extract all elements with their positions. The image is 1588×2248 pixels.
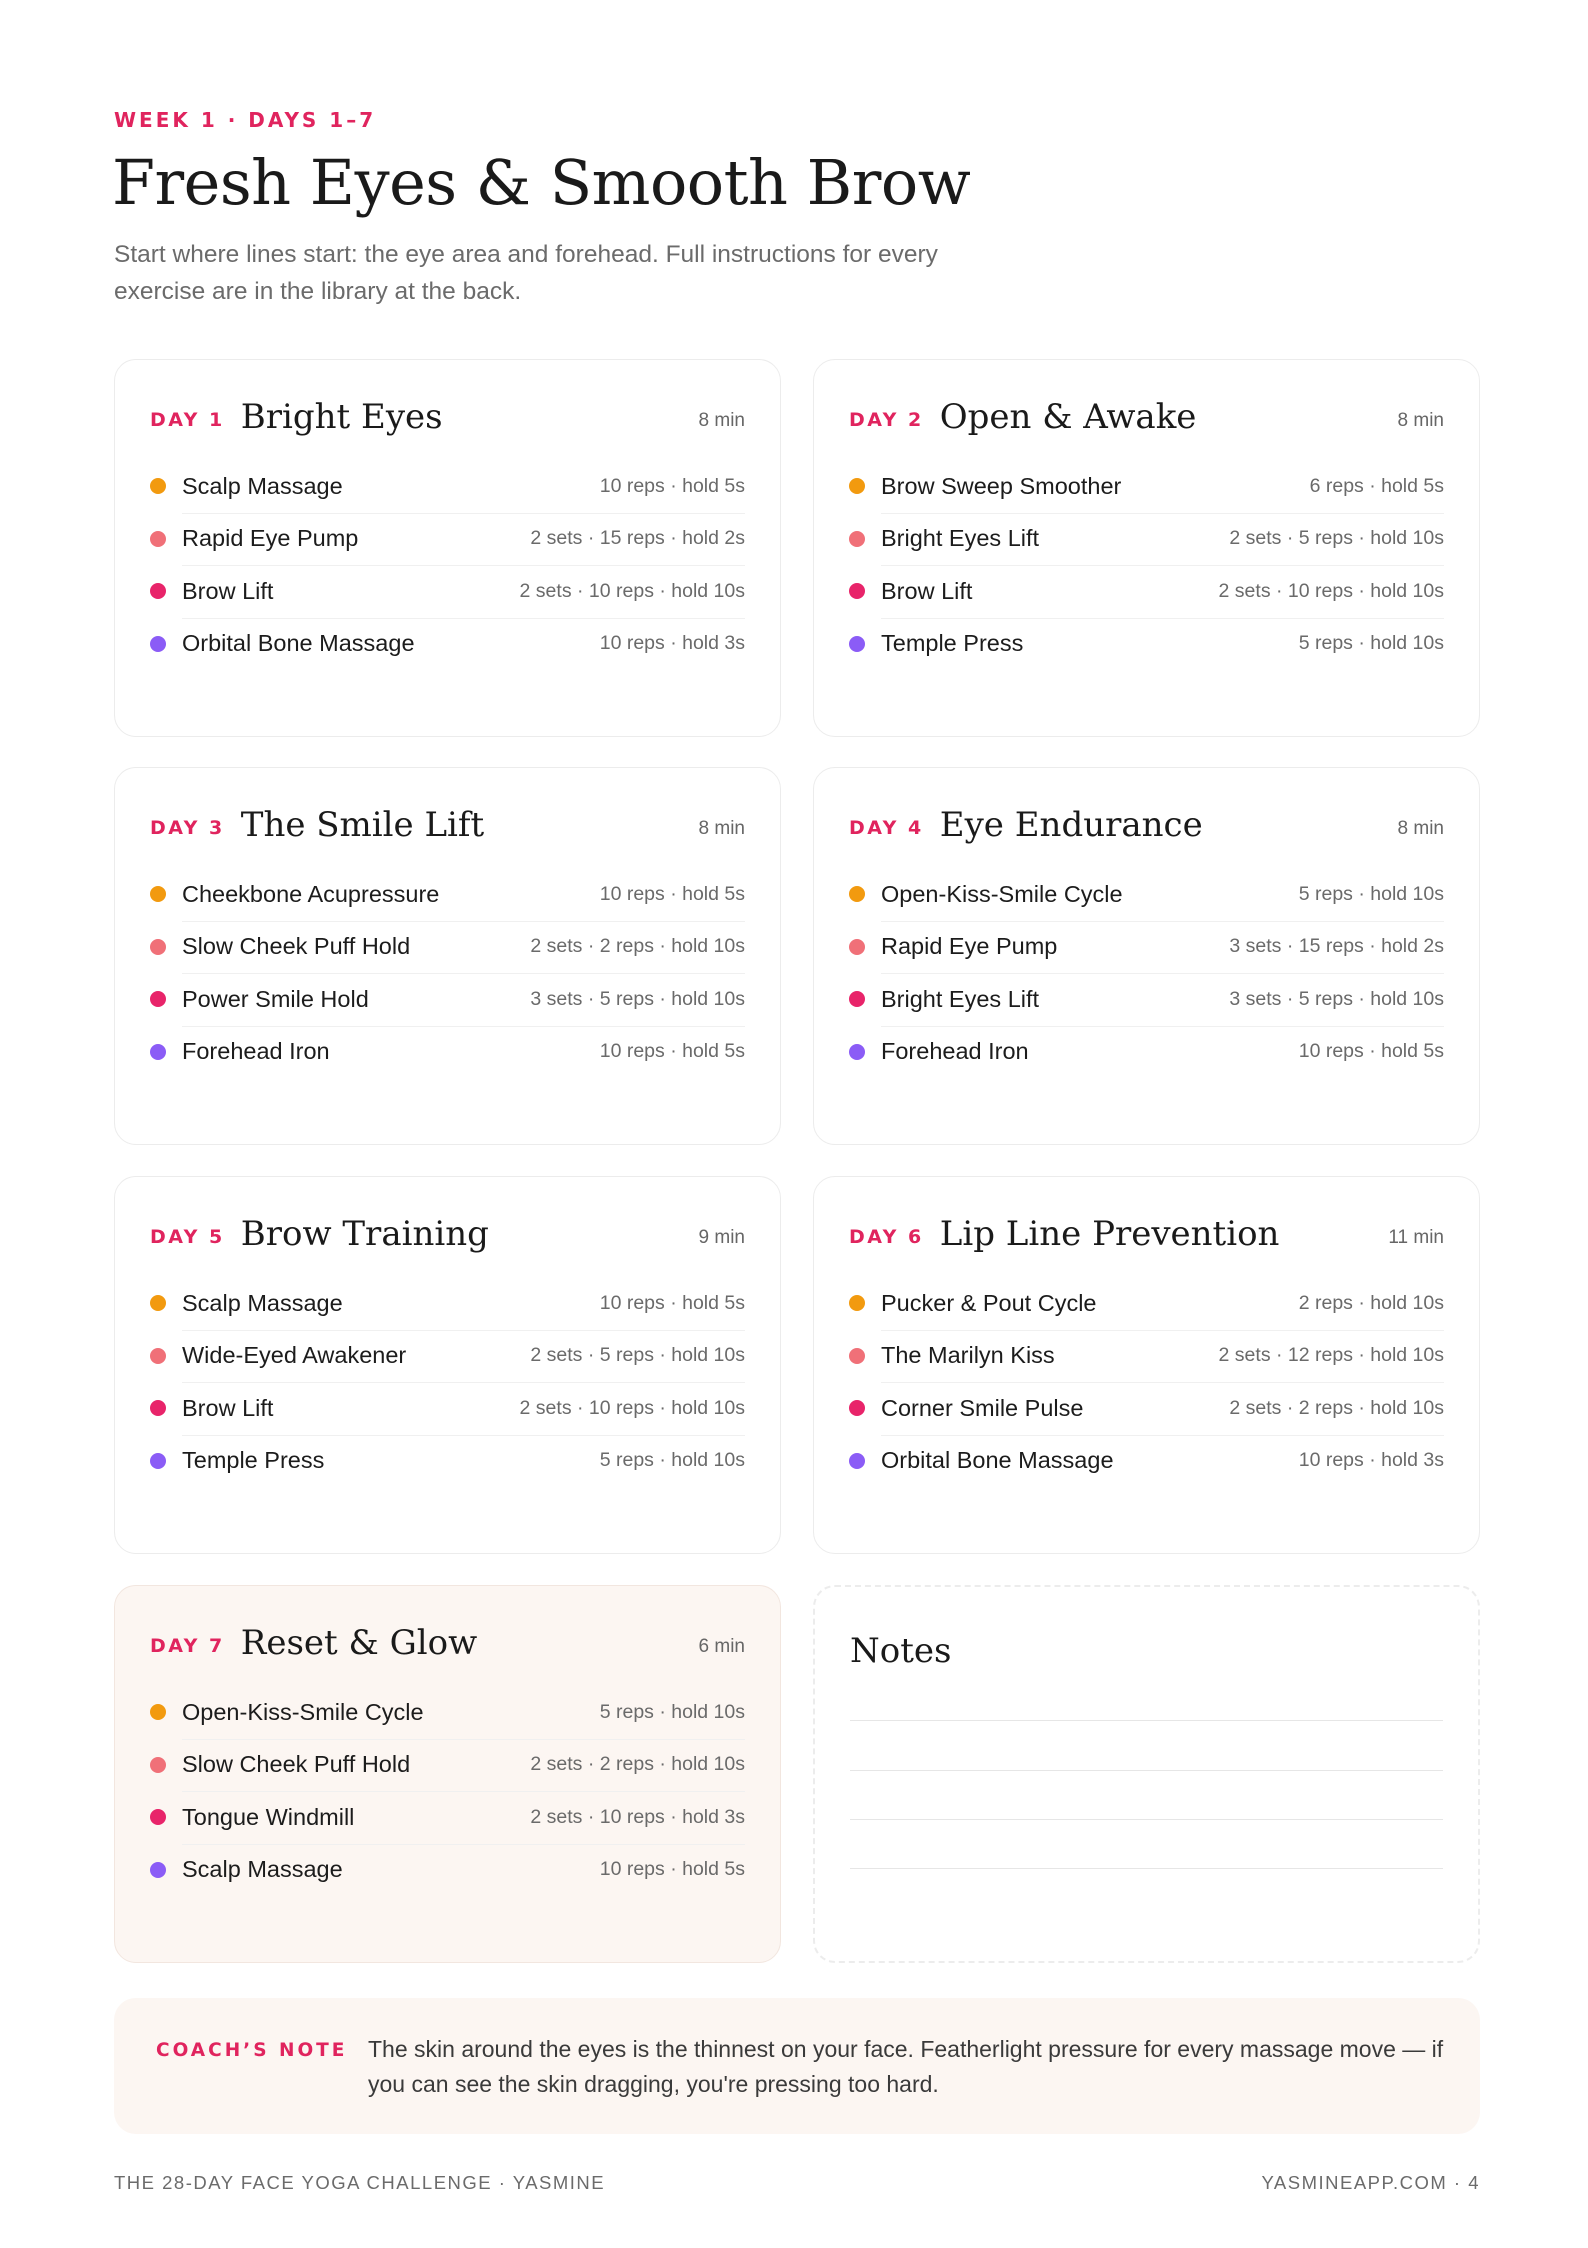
exercise-list (849, 1277, 1444, 1487)
eyebrow-label: WEEK 1 · DAYS 1–7 (114, 108, 377, 132)
dot-icon (849, 1400, 865, 1416)
exercise-row (150, 513, 745, 566)
page-title: Fresh Eyes & Smooth Brow (112, 146, 971, 219)
exercise-detail: 2 sets · 15 reps · hold 2s (530, 527, 745, 550)
exercise-row (150, 460, 745, 513)
exercise-detail: 2 sets · 12 reps · hold 10s (1218, 1344, 1444, 1367)
exercise-name: Brow Lift (182, 1394, 274, 1421)
dot-icon (150, 583, 166, 599)
dot-icon (150, 636, 166, 652)
dot-icon (150, 1809, 166, 1825)
day-card-5 (114, 1176, 781, 1554)
exercise-detail: 2 sets · 5 reps · hold 10s (530, 1344, 745, 1367)
exercise-name: Open-Kiss-Smile Cycle (182, 1698, 424, 1725)
day-label: DAY 7 (150, 1635, 225, 1657)
card-header (150, 1177, 745, 1277)
dot-icon (849, 1044, 865, 1060)
note-line (850, 1868, 1443, 1869)
day-duration: 8 min (1397, 410, 1444, 431)
day-title: Reset & Glow (240, 1623, 478, 1663)
exercise-detail: 2 sets · 10 reps · hold 10s (519, 579, 745, 602)
day-label: DAY 2 (849, 409, 924, 431)
exercise-row (849, 618, 1444, 671)
exercise-name: Pucker & Pout Cycle (881, 1289, 1097, 1316)
card-header (150, 360, 745, 460)
exercise-name: Bright Eyes Lift (881, 525, 1040, 552)
dot-icon (849, 636, 865, 652)
day-label: DAY 6 (849, 1226, 924, 1248)
dot-icon (150, 886, 166, 902)
day-label: DAY 1 (150, 409, 225, 431)
exercise-detail: 2 sets · 2 reps · hold 10s (530, 1753, 745, 1776)
day-label: DAY 5 (150, 1226, 225, 1248)
exercise-row (849, 460, 1444, 513)
exercise-row (150, 1435, 745, 1488)
exercise-name: Wide-Eyed Awakener (182, 1342, 407, 1369)
exercise-detail: 2 sets · 10 reps · hold 10s (1218, 579, 1444, 602)
exercise-detail: 10 reps · hold 5s (599, 882, 745, 905)
exercise-row (849, 1330, 1444, 1383)
day-card-6 (813, 1176, 1480, 1554)
exercise-row (849, 1382, 1444, 1435)
exercise-name: Bright Eyes Lift (881, 985, 1040, 1012)
day-title: Eye Endurance (939, 805, 1203, 845)
exercise-row (150, 1026, 745, 1079)
exercise-row (849, 921, 1444, 974)
coach-note (114, 1998, 1480, 2134)
exercise-row (849, 513, 1444, 566)
dot-icon (150, 1453, 166, 1469)
exercise-name: Power Smile Hold (182, 985, 369, 1012)
exercise-row (150, 1791, 745, 1844)
exercise-row (150, 973, 745, 1026)
exercise-name: Scalp Massage (182, 472, 343, 499)
note-line (850, 1770, 1443, 1771)
exercise-detail: 10 reps · hold 3s (599, 632, 745, 655)
exercise-row (150, 565, 745, 618)
day-title: Brow Training (240, 1214, 489, 1254)
exercise-detail: 5 reps · hold 10s (599, 1700, 745, 1723)
exercise-detail: 2 reps · hold 10s (1298, 1291, 1444, 1314)
exercise-name: Orbital Bone Massage (881, 1447, 1114, 1474)
day-label: DAY 3 (150, 817, 225, 839)
dot-icon (849, 1295, 865, 1311)
dot-icon (150, 1757, 166, 1773)
dot-icon (150, 939, 166, 955)
exercise-name: Open-Kiss-Smile Cycle (881, 880, 1123, 907)
dot-icon (150, 1295, 166, 1311)
day-label: DAY 4 (849, 817, 924, 839)
exercise-name: Corner Smile Pulse (881, 1394, 1084, 1421)
exercise-name: Tongue Windmill (182, 1803, 355, 1830)
exercise-detail: 6 reps · hold 5s (1309, 474, 1444, 497)
notes-title: Notes (850, 1631, 952, 1671)
day-title: The Smile Lift (240, 805, 485, 845)
exercise-row (150, 1686, 745, 1739)
exercise-detail: 3 sets · 5 reps · hold 10s (1229, 987, 1444, 1010)
coach-note-text: The skin around the eyes is the thinnest on your face. Featherlight pressure for every massage move — if you can see the skin dragging, you're pressing too hard. (368, 2036, 1444, 2097)
exercise-name: Cheekbone Acupressure (182, 880, 440, 907)
exercise-row (150, 1844, 745, 1897)
day-title: Open & Awake (939, 397, 1197, 437)
dot-icon (150, 1044, 166, 1060)
exercise-detail: 2 sets · 10 reps · hold 3s (530, 1805, 745, 1828)
exercise-detail: 10 reps · hold 3s (1298, 1449, 1444, 1472)
exercise-name: Slow Cheek Puff Hold (182, 1751, 411, 1778)
day-card-7 (114, 1585, 781, 1963)
card-header (849, 1177, 1444, 1277)
dot-icon (849, 991, 865, 1007)
dot-icon (150, 1862, 166, 1878)
exercise-name: Rapid Eye Pump (182, 525, 359, 552)
footer-page: YASMINEAPP.COM · 4 (1261, 2172, 1480, 2193)
exercise-detail: 2 sets · 2 reps · hold 10s (530, 935, 745, 958)
day-duration: 8 min (1397, 818, 1444, 839)
card-header (849, 768, 1444, 868)
exercise-name: Temple Press (182, 1447, 325, 1474)
exercise-detail: 3 sets · 5 reps · hold 10s (530, 987, 745, 1010)
exercise-row (849, 1277, 1444, 1330)
dot-icon (849, 531, 865, 547)
exercise-detail: 3 sets · 15 reps · hold 2s (1229, 935, 1444, 958)
day-title: Bright Eyes (240, 397, 443, 437)
exercise-detail: 10 reps · hold 5s (599, 1040, 745, 1063)
day-card-3 (114, 767, 781, 1145)
footer-title: THE 28-DAY FACE YOGA CHALLENGE · YASMINE (114, 2172, 606, 2193)
exercise-detail: 10 reps · hold 5s (599, 1858, 745, 1881)
dot-icon (150, 478, 166, 494)
exercise-name: Forehead Iron (182, 1038, 330, 1065)
note-line (850, 1819, 1443, 1820)
exercise-list (849, 460, 1444, 670)
dot-icon (150, 531, 166, 547)
dot-icon (849, 1453, 865, 1469)
exercise-detail: 2 sets · 5 reps · hold 10s (1229, 527, 1444, 550)
exercise-list (849, 868, 1444, 1078)
day-card-1 (114, 359, 781, 737)
day-duration: 6 min (698, 1636, 745, 1657)
note-line (850, 1720, 1443, 1721)
dot-icon (849, 886, 865, 902)
day-duration: 8 min (698, 410, 745, 431)
exercise-name: Scalp Massage (182, 1289, 343, 1316)
exercise-row (849, 565, 1444, 618)
exercise-row (849, 973, 1444, 1026)
card-header (150, 768, 745, 868)
exercise-name: Forehead Iron (881, 1038, 1029, 1065)
dot-icon (150, 991, 166, 1007)
exercise-row (150, 921, 745, 974)
dot-icon (150, 1348, 166, 1364)
exercise-row (150, 1382, 745, 1435)
exercise-name: Brow Lift (182, 577, 274, 604)
card-header (849, 360, 1444, 460)
intro-text: Start where lines start: the eye area and forehead. Full instructions for every exercise are in the library at the back. (114, 241, 938, 305)
day-card-2 (813, 359, 1480, 737)
exercise-name: Orbital Bone Massage (182, 630, 415, 657)
day-title: Lip Line Prevention (939, 1214, 1280, 1254)
dot-icon (150, 1704, 166, 1720)
exercise-row (150, 1739, 745, 1792)
exercise-name: Brow Sweep Smoother (881, 472, 1122, 499)
exercise-name: Scalp Massage (182, 1856, 343, 1883)
day-duration: 9 min (698, 1227, 745, 1248)
exercise-name: Temple Press (881, 630, 1024, 657)
exercise-detail: 5 reps · hold 10s (1298, 632, 1444, 655)
exercise-list (150, 1277, 745, 1487)
exercise-detail: 10 reps · hold 5s (1298, 1040, 1444, 1063)
exercise-name: The Marilyn Kiss (881, 1342, 1055, 1369)
exercise-row (150, 1330, 745, 1383)
exercise-detail: 5 reps · hold 10s (1298, 882, 1444, 905)
exercise-name: Slow Cheek Puff Hold (182, 933, 411, 960)
exercise-list (150, 868, 745, 1078)
notes-card (813, 1585, 1480, 1963)
exercise-detail: 10 reps · hold 5s (599, 1291, 745, 1314)
card-header (150, 1586, 745, 1686)
dot-icon (849, 583, 865, 599)
exercise-list (150, 1686, 745, 1896)
exercise-detail: 2 sets · 10 reps · hold 10s (519, 1396, 745, 1419)
exercise-row (849, 1026, 1444, 1079)
coach-note-label: COACH’S NOTE (156, 2040, 348, 2061)
day-card-4 (813, 767, 1480, 1145)
exercise-name: Rapid Eye Pump (881, 933, 1058, 960)
exercise-detail: 2 sets · 2 reps · hold 10s (1229, 1396, 1444, 1419)
exercise-row (150, 1277, 745, 1330)
exercise-name: Brow Lift (881, 577, 973, 604)
dot-icon (849, 939, 865, 955)
day-duration: 8 min (698, 818, 745, 839)
exercise-list (150, 460, 745, 670)
exercise-detail: 5 reps · hold 10s (599, 1449, 745, 1472)
exercise-row (150, 868, 745, 921)
exercise-row (849, 1435, 1444, 1488)
dot-icon (849, 478, 865, 494)
exercise-detail: 10 reps · hold 5s (599, 474, 745, 497)
day-duration: 11 min (1388, 1227, 1444, 1248)
exercise-row (150, 618, 745, 671)
exercise-row (849, 868, 1444, 921)
dot-icon (849, 1348, 865, 1364)
dot-icon (150, 1400, 166, 1416)
